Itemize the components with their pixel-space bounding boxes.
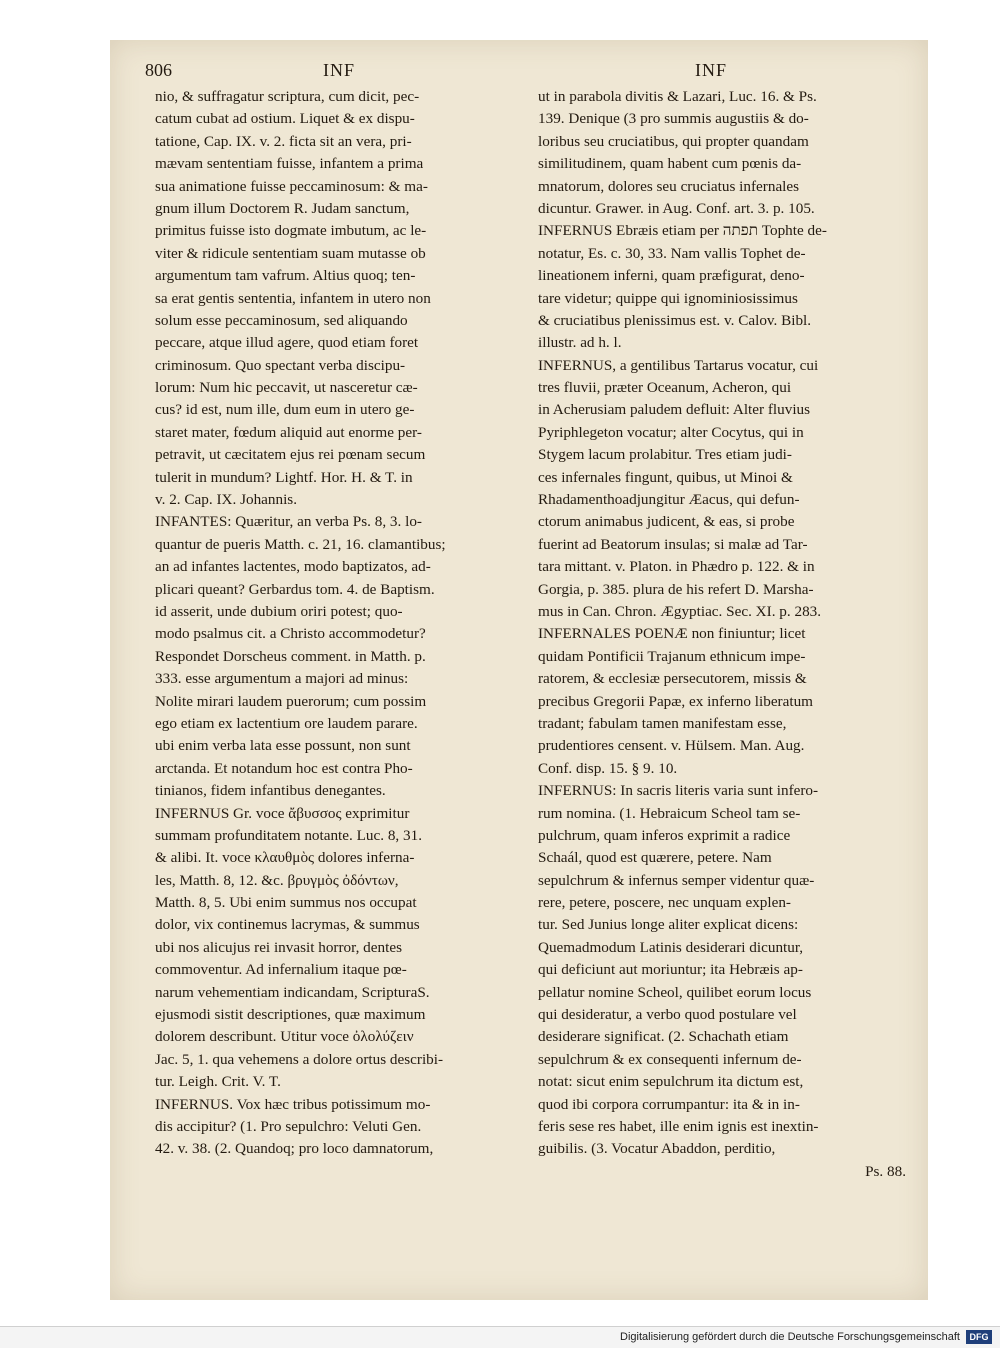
text-line: Stygem lacum prolabitur. Tres etiam judi- — [538, 446, 792, 464]
text-line: pulchrum, quam inferos exprimit a radice — [538, 826, 791, 844]
text-line: quod ibi corpora corrumpantur: ita & in in- — [538, 1095, 800, 1113]
text-line: INFERNUS Gr. voce ἄβυσσος exprimitur — [155, 804, 410, 822]
text-line: staret mater, fœdum aliquid aut enorme per- — [155, 423, 422, 441]
text-line: ratorem, & ecclesiæ persecutorem, missis & — [538, 670, 807, 688]
text-line: 42. v. 38. (2. Quandoq; pro loco damnatorum, — [155, 1140, 434, 1158]
text-line: 139. Denique (3 pro summis augustiis & do- — [538, 110, 809, 128]
text-line: similitudinem, quam habent cum pœnis da- — [538, 155, 802, 173]
text-line: summam profunditatem notante. Luc. 8, 31. — [155, 826, 422, 844]
left-column — [155, 86, 525, 1161]
text-line: sepulchrum & infernus semper videntur quæ- — [538, 871, 815, 889]
text-line: prudentiores censent. v. Hülsem. Man. Aug. — [538, 737, 805, 755]
text-line: precibus Gregorii Papæ, ex inferno liberatum — [538, 692, 813, 710]
text-line: mævam sententiam fuisse, infantem a prima — [155, 155, 424, 173]
text-line: INFERNUS, a gentilibus Tartarus vocatur, cui — [538, 356, 819, 374]
text-line: ctorum animabus judicent, & eas, si probe — [538, 513, 795, 531]
text-line: sa erat gentis sententia, infantem in utero non — [155, 289, 431, 307]
page-number: 806 — [145, 60, 172, 80]
text-line: INFERNUS Ebræis etiam per תפתה Tophte de- — [538, 222, 827, 240]
text-line: notat: sicut enim sepulchrum ita dictum est, — [538, 1073, 804, 1091]
running-head-right: INF — [695, 60, 728, 80]
running-head-left: INF — [323, 60, 356, 80]
text-line: Rhadamenthoadjungitur Æacus, qui defun- — [538, 491, 800, 509]
text-line: criminosum. Quo spectant verba discipu- — [155, 356, 406, 374]
page-header — [145, 60, 925, 86]
text-line: tare videtur; quippe qui ignominiosissimus — [538, 289, 798, 307]
text-line: Respondet Dorscheus comment. in Matth. p. — [155, 647, 426, 665]
text-line: tur. Leigh. Crit. V. T. — [155, 1073, 281, 1091]
text-line: mus in Can. Chron. Ægyptiac. Sec. XI. p. 283. — [538, 602, 822, 620]
text-line: tres fluvii, præter Oceanum, Acheron, qui — [538, 379, 792, 397]
text-line: pellatur nomine Scheol, quilibet eorum locus — [538, 983, 812, 1001]
text-line: qui desideratur, a verbo quod postulare vel — [538, 1006, 797, 1024]
text-line: INFERNALES POENÆ non finiuntur; licet — [538, 625, 806, 643]
text-line: INFERNUS: In sacris literis varia sunt infero- — [538, 782, 819, 800]
text-line: modo psalmus cit. a Christo accommodetur? — [155, 625, 426, 643]
text-line: Matth. 8, 5. Ubi enim summus nos occupat — [155, 894, 417, 912]
text-line: sua animatione fuisse peccaminosum: & ma- — [155, 177, 428, 195]
text-line: ego etiam ex lactentium ore laudem parare. — [155, 714, 418, 732]
text-line: tradant; fabulam tamen manifestam esse, — [538, 714, 787, 732]
text-line: feris sese res habet, ille enim ignis est inextin- — [538, 1117, 819, 1135]
text-line: INFANTES: Quæritur, an verba Ps. 8, 3. lo- — [155, 513, 422, 531]
text-line: dicuntur. Grawer. in Aug. Conf. art. 3. p. 105. — [538, 199, 815, 217]
text-line: gnum illum Doctorem R. Judam sanctum, — [155, 199, 410, 217]
text-line: arctanda. Et notandum hoc est contra Pho- — [155, 759, 413, 777]
dfg-logo-icon: DFG — [966, 1330, 992, 1344]
text-line: & alibi. It. voce κλαυθμὸς dolores inferna- — [155, 849, 415, 867]
text-line: Schaál, quod est quærere, petere. Nam — [538, 849, 772, 867]
text-line: sepulchrum & ex consequenti infernum de- — [538, 1050, 802, 1068]
text-line: & cruciatibus plenissimus est. v. Calov. Bibl. — [538, 311, 812, 329]
text-line: ejusmodi sistit descriptiones, quæ maximum — [155, 1006, 426, 1024]
text-line: illustr. ad h. l. — [538, 334, 622, 352]
text-line: desiderare significat. (2. Schachath etiam — [538, 1028, 789, 1046]
text-line: rum nomina. (1. Hebraicum Scheol tam se- — [538, 804, 801, 822]
text-line: plicari queant? Gerbardus tom. 4. de Baptism. — [155, 580, 435, 598]
text-line: rere, petere, poscere, nec unquam explen- — [538, 894, 791, 912]
text-line: id asserit, unde dubium oriri potest; quo- — [155, 602, 403, 620]
right-column — [538, 86, 910, 1183]
text-line: Pyriphlegeton vocatur; alter Cocytus, qui in — [538, 423, 804, 441]
text-line: mnatorum, dolores seu cruciatus infernales — [538, 177, 800, 195]
text-line: lineationem inferni, quam præfigurat, deno- — [538, 267, 805, 285]
text-line: viter & ridicule sententiam suam mutasse ob — [155, 244, 426, 262]
text-line: primitus fuisse isto dogmate imbutum, ac le- — [155, 222, 427, 240]
text-line: catum cubat ad ostium. Liquet & ex dispu- — [155, 110, 415, 128]
text-line: petravit, ut cæcitatem ejus rei pœnam secum — [155, 446, 426, 464]
text-line: tulerit in mundum? Lightf. Hor. H. & T. in — [155, 468, 413, 486]
text-line: ut in parabola divitis & Lazari, Luc. 16. & Ps. — [538, 88, 817, 105]
text-line: cus? id est, num ille, dum eum in utero ge- — [155, 401, 415, 419]
text-line: loribus seu cruciatibus, qui propter quandam — [538, 132, 809, 150]
text-line: ces infernales fingunt, quibus, ut Minoi & — [538, 468, 793, 486]
text-line: v. 2. Cap. IX. Johannis. — [155, 491, 298, 509]
text-line: INFERNUS. Vox hæc tribus potissimum mo- — [155, 1095, 431, 1113]
text-line: 333. esse argumentum a majori ad minus: — [155, 670, 409, 688]
text-line: guibilis. (3. Vocatur Abaddon, perditio, — [538, 1140, 776, 1158]
text-line: lorum: Num hic peccavit, ut nasceretur cæ- — [155, 379, 418, 397]
text-line: an ad infantes lactentes, modo baptizatos, ad- — [155, 558, 431, 576]
text-line: dolorem describunt. Utitur voce ὀλολύζειν — [155, 1028, 414, 1046]
text-line: Nolite mirari laudem puerorum; cum possim — [155, 692, 427, 710]
text-line: Quemadmodum Latinis desiderari dicuntur, — [538, 938, 804, 956]
text-line: tatione, Cap. IX. v. 2. ficta sit an vera, pri- — [155, 132, 412, 150]
text-line: ubi nos alicujus rei invasit horror, dentes — [155, 938, 402, 956]
text-line: argumentum tam vafrum. Altius quoq; ten- — [155, 267, 416, 285]
text-line: narum vehementiam indicandam, ScripturaS. — [155, 983, 430, 1001]
text-line: tinianos, fidem infantibus denegantes. — [155, 782, 386, 800]
text-line: Conf. disp. 15. § 9. 10. — [538, 759, 678, 777]
text-line: tara mittant. v. Platon. in Phædro p. 122. & in — [538, 558, 815, 576]
text-line: peccare, atque illud agere, quod etiam foret — [155, 334, 419, 352]
text-line: les, Matth. 8, 12. &c. βρυγμὸς ὀδόντων, — [155, 871, 399, 889]
text-line: solum esse peccaminosum, sed aliquando — [155, 311, 408, 329]
catchword: Ps. 88. — [865, 1162, 906, 1180]
text-line: quantur de pueris Matth. c. 21, 16. clamantibus; — [155, 535, 446, 553]
text-line: qui deficiunt aut moriuntur; ita Hebræis ap- — [538, 961, 803, 979]
text-line: fuerint ad Beatorum insulas; si malæ ad Tar- — [538, 535, 808, 553]
footer-bar — [0, 1326, 1000, 1348]
text-line: quidam Pontificii Trajanum ethnicum impe- — [538, 647, 806, 665]
text-line: dolor, vix continemus lacrymas, & summus — [155, 916, 420, 934]
footer-credit: Digitalisierung gefördert durch die Deutsche Forschungsgemeinschaft — [620, 1331, 960, 1343]
text-line: tur. Sed Junius longe aliter explicat dicens: — [538, 916, 799, 934]
text-line: Jac. 5, 1. qua vehemens a dolore ortus describi- — [155, 1050, 444, 1068]
text-line: dis accipitur? (1. Pro sepulchro: Veluti Gen. — [155, 1117, 422, 1135]
text-line: Gorgia, p. 385. plura de his refert D. Marsha- — [538, 580, 814, 598]
text-line: ubi enim verba lata esse possunt, non sunt — [155, 737, 411, 755]
text-line: nio, & suffragatur scriptura, cum dicit, pec- — [155, 88, 420, 105]
text-line: notatur, Es. c. 30, 33. Nam vallis Tophet de- — [538, 244, 806, 262]
text-line: in Acherusiam paludem defluit: Alter fluvius — [538, 401, 811, 419]
text-line: commoventur. Ad infernalium itaque pœ- — [155, 961, 407, 979]
